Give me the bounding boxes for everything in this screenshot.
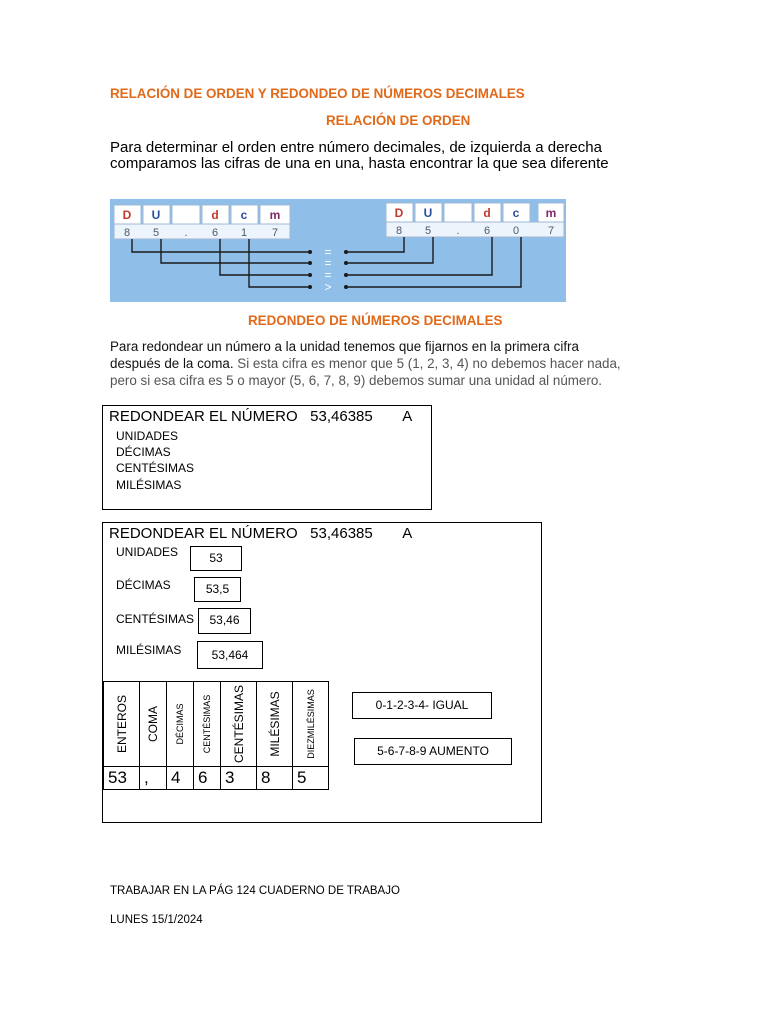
right-digit: 8 <box>395 225 403 237</box>
rule-keep: 0-1-2-3-4- IGUAL <box>352 692 492 719</box>
rounding-line: pero si esa cifra es 5 o mayor (5, 6, 7, 8, 9) debemos sumar una unidad al número. <box>110 373 602 388</box>
comparison-symbol: = <box>324 256 332 270</box>
rounding-line-part: Si esta cifra es menor que 5 (1, 2, 3, 4) no debemos hacer nada, <box>233 356 621 371</box>
place-value-diagram <box>110 199 566 302</box>
document-title: RELACIÓN DE ORDEN Y REDONDEO DE NÚMEROS DECIMALES <box>110 86 525 101</box>
answer-unidades: 53 <box>190 546 242 571</box>
left-header-label: m <box>269 208 281 222</box>
order-intro-line: Para determinar el orden entre número decimales, de izquierda a derecha <box>110 139 602 156</box>
left-header-label: c <box>240 208 248 222</box>
right-header-label: d <box>483 206 491 220</box>
left-digit: 1 <box>240 227 248 239</box>
label-centesimas: CENTÉSIMAS <box>116 461 195 475</box>
left-digit: . <box>184 227 188 239</box>
label-unidades: UNIDADES <box>116 429 179 443</box>
right-digit: . <box>456 225 460 237</box>
comparison-symbol: > <box>324 280 332 294</box>
exercise-suffix: A <box>402 408 413 425</box>
exercise-number: 53,46385 <box>310 408 373 425</box>
task-instruction: TRABAJAR EN LA PÁG 124 CUADERNO DE TRABAJO <box>110 885 400 897</box>
rounding-line-part: después de la coma. <box>110 356 234 371</box>
left-header-label: D <box>122 208 132 222</box>
label-milesimas: MILÉSIMAS <box>116 478 182 492</box>
comparison-symbol: = <box>324 245 332 259</box>
label-milesimas: MILÉSIMAS <box>116 643 182 657</box>
exercise-header <box>109 525 412 542</box>
place-value-table <box>103 681 329 790</box>
table-header: DÉCIMAS <box>175 703 185 745</box>
label-centesimas: CENTÉSIMAS <box>116 612 195 626</box>
table-digit: 6 <box>194 767 221 790</box>
label-decimas: DÉCIMAS <box>116 578 171 592</box>
rounding-line: Para redondear un número a la unidad tenemos que fijarnos en la primera cifra <box>110 339 579 354</box>
right-digit: 6 <box>483 225 491 237</box>
date-line: LUNES 15/1/2024 <box>110 914 203 926</box>
right-header-label: U <box>423 206 433 220</box>
table-digit: 53 <box>104 767 140 790</box>
label-unidades: UNIDADES <box>116 545 179 559</box>
table-header-row <box>104 682 329 767</box>
table-header: COMA <box>146 706 160 742</box>
order-intro <box>110 140 670 172</box>
table-header: CENTÉSIMAS <box>231 684 246 764</box>
left-header-cell <box>172 205 200 224</box>
rounding-paragraph <box>110 338 670 389</box>
answer-centesimas: 53,46 <box>198 608 251 634</box>
exercise-suffix: A <box>402 525 413 542</box>
order-heading: RELACIÓN DE ORDEN <box>326 113 471 128</box>
exercise-box-empty <box>102 405 432 510</box>
left-digit: 5 <box>152 227 160 239</box>
right-header-label: D <box>394 206 404 220</box>
exercise-header-text: REDONDEAR EL NÚMERO <box>109 525 298 542</box>
comparison-symbol: = <box>324 268 332 282</box>
table-digit-row <box>104 767 329 790</box>
table-digit: 5 <box>293 767 329 790</box>
left-digit: 7 <box>271 227 279 239</box>
right-header-cell <box>444 203 472 222</box>
table-header: CENTÉSIMAS <box>202 694 212 754</box>
left-digit: 8 <box>123 227 131 239</box>
label-decimas: DÉCIMAS <box>116 445 171 459</box>
table-header: ENTEROS <box>114 694 129 754</box>
table-header: DIEZMILÉSIMAS <box>305 689 316 759</box>
right-digit: 5 <box>424 225 432 237</box>
table-digit: 8 <box>257 767 293 790</box>
table-digit: 4 <box>167 767 194 790</box>
right-digit: 7 <box>547 225 555 237</box>
answer-milesimas: 53,464 <box>197 641 263 669</box>
table-digit: 3 <box>221 767 257 790</box>
order-intro-line: comparamos las cifras de una en una, hasta encontrar la que sea diferente <box>110 155 609 172</box>
exercise-header <box>109 408 412 425</box>
left-header-label: d <box>211 208 219 222</box>
table-header: MILÉSIMAS <box>267 691 282 757</box>
right-header-label: m <box>545 206 557 220</box>
exercise-header-text: REDONDEAR EL NÚMERO <box>109 408 298 425</box>
left-digit: 6 <box>211 227 219 239</box>
answer-decimas: 53,5 <box>194 577 241 602</box>
exercise-number: 53,46385 <box>310 525 373 542</box>
left-header-label: U <box>151 208 161 222</box>
exercise-box-solved <box>102 522 542 823</box>
right-header-label: c <box>512 206 520 220</box>
place-value-comparison-image <box>110 199 566 302</box>
rounding-heading: REDONDEO DE NÚMEROS DECIMALES <box>248 313 503 328</box>
rule-increase: 5-6-7-8-9 AUMENTO <box>354 738 512 765</box>
right-digit: 0 <box>512 225 520 237</box>
table-digit: , <box>140 767 167 790</box>
